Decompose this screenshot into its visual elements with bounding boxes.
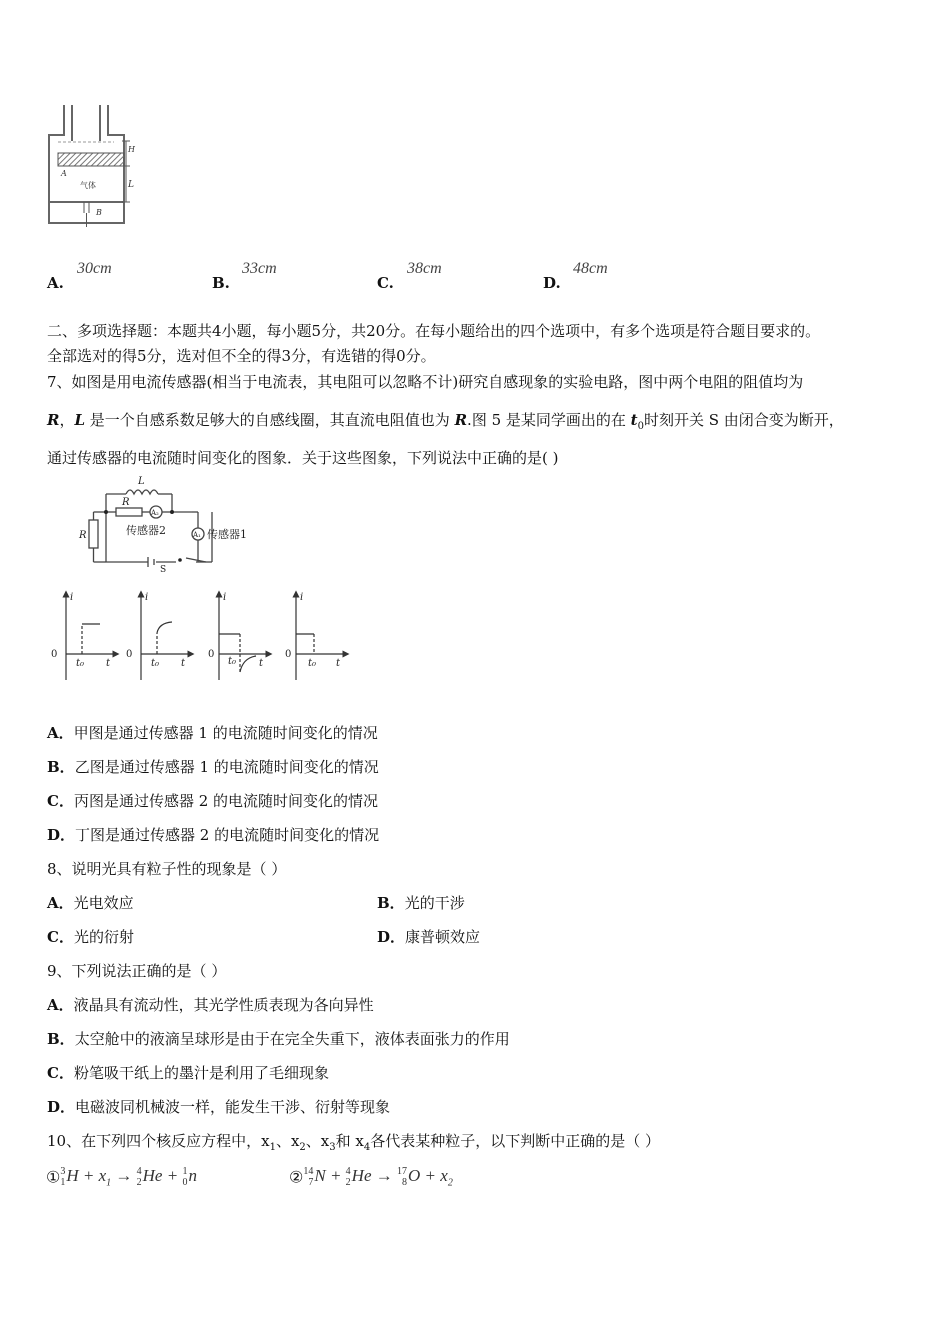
svg-text:R: R — [79, 530, 87, 541]
q8-option-d[interactable]: D．康普顿效应 — [377, 928, 481, 946]
q10-equation-1: ①3 $1H + x_1 \to 4$ 2He + 1 0n — [46, 1166, 197, 1189]
svg-text:L: L — [138, 476, 145, 487]
svg-text:i: i — [70, 592, 74, 603]
svg-text:t₀: t₀ — [308, 658, 317, 669]
svg-text:t: t — [259, 658, 264, 669]
section2-line1: 二、多项选择题：本题共4小题，每小题5分，共20分。在每小题给出的四个选项中，有多个选项是符合题目要求的。 — [47, 322, 821, 340]
q7-stem-line3: 通过传感器的电流随时间变化的图象．关于这些图象，下列说法中正确的是( ) — [47, 449, 559, 467]
svg-text:0: 0 — [51, 649, 58, 660]
label-L: L — [128, 180, 134, 190]
q8-option-a[interactable]: A．光电效应 — [47, 894, 134, 912]
q9-option-d[interactable]: D．电磁波同机械波一样，能发生干涉、衍射等现象 — [47, 1098, 391, 1116]
q6-option-b[interactable]: B. 33cm — [212, 260, 277, 292]
q9-option-b[interactable]: B．太空舱中的液滴呈球形是由于在完全失重下，液体表面张力的作用 — [47, 1030, 510, 1048]
svg-text:0: 0 — [285, 649, 292, 660]
label-B: B — [96, 208, 102, 217]
svg-text:t₀: t₀ — [228, 656, 237, 667]
circuit-diagram — [76, 472, 266, 572]
q7-option-b[interactable]: B．乙图是通过传感器 1 的电流随时间变化的情况 — [47, 758, 379, 776]
label-gas: 气体 — [80, 181, 96, 190]
q7-stem-line1: 7、如图是用电流传感器(相当于电流表，其电阻可以忽略不计)研究自感现象的实验电路，图中两个电阻的阻值均为 — [47, 373, 804, 391]
q6-option-d[interactable]: D. 48cm — [543, 260, 608, 292]
svg-text:A₂: A₂ — [151, 509, 159, 517]
q10-equation-2: ②14 7N + 4 2He → 17 $8O + x_2$ — [289, 1166, 453, 1189]
svg-text:S: S — [160, 565, 167, 572]
q7-option-a[interactable]: A．甲图是通过传感器 1 的电流随时间变化的情况 — [47, 724, 378, 742]
label-A: A — [61, 169, 67, 178]
svg-text:t₀: t₀ — [76, 658, 85, 669]
svg-text:0: 0 — [126, 649, 133, 660]
q9-stem: 9、下列说法正确的是（ ） — [47, 962, 227, 980]
q8-option-b[interactable]: B．光的干涉 — [377, 894, 465, 912]
section2-line2: 全部选对的得5分，选对但不全的得3分，有选错的得0分。 — [47, 347, 436, 365]
q8-option-c[interactable]: C．光的衍射 — [47, 928, 134, 946]
q8-stem: 8、说明光具有粒子性的现象是（ ） — [47, 860, 287, 878]
current-graphs — [44, 588, 354, 688]
svg-text:t: t — [106, 658, 111, 669]
q7-stem-line2: R，L 是一个自感系数足够大的自感线圈，其直流电阻值也为 R.图 5 是某同学画出的在 $t_0$时刻开关 S 由闭合变为断开， — [47, 411, 844, 432]
svg-text:i: i — [145, 592, 149, 603]
svg-text:t: t — [181, 658, 186, 669]
q7-option-c[interactable]: C．丙图是通过传感器 2 的电流随时间变化的情况 — [47, 792, 379, 810]
svg-text:t: t — [336, 658, 341, 669]
svg-text:传感器1: 传感器1 — [207, 528, 247, 541]
q9-option-c[interactable]: C．粉笔吸干纸上的墨汁是利用了毛细现象 — [47, 1064, 329, 1082]
q6-option-c[interactable]: C. 38cm — [377, 260, 442, 292]
svg-text:t₀: t₀ — [151, 658, 160, 669]
svg-text:传感器2: 传感器2 — [126, 524, 166, 537]
svg-text:R: R — [122, 497, 130, 508]
svg-text:A₁: A₁ — [193, 531, 201, 539]
q6-option-a[interactable]: A. 30cm — [47, 260, 112, 292]
cylinder-figure — [44, 105, 144, 230]
svg-text:0: 0 — [208, 649, 215, 660]
label-H: H — [128, 145, 135, 154]
svg-text:i: i — [223, 592, 227, 603]
q9-option-a[interactable]: A．液晶具有流动性，其光学性质表现为各向异性 — [47, 996, 374, 1014]
q7-option-d[interactable]: D．丁图是通过传感器 2 的电流随时间变化的情况 — [47, 826, 380, 844]
q10-stem: 10、在下列四个核反应方程中，$x_1$、$x_2$、$x_3$和 $x_4$各代表某种粒子，以下判断中正确的是（ ） — [47, 1132, 661, 1153]
svg-text:i: i — [300, 592, 304, 603]
